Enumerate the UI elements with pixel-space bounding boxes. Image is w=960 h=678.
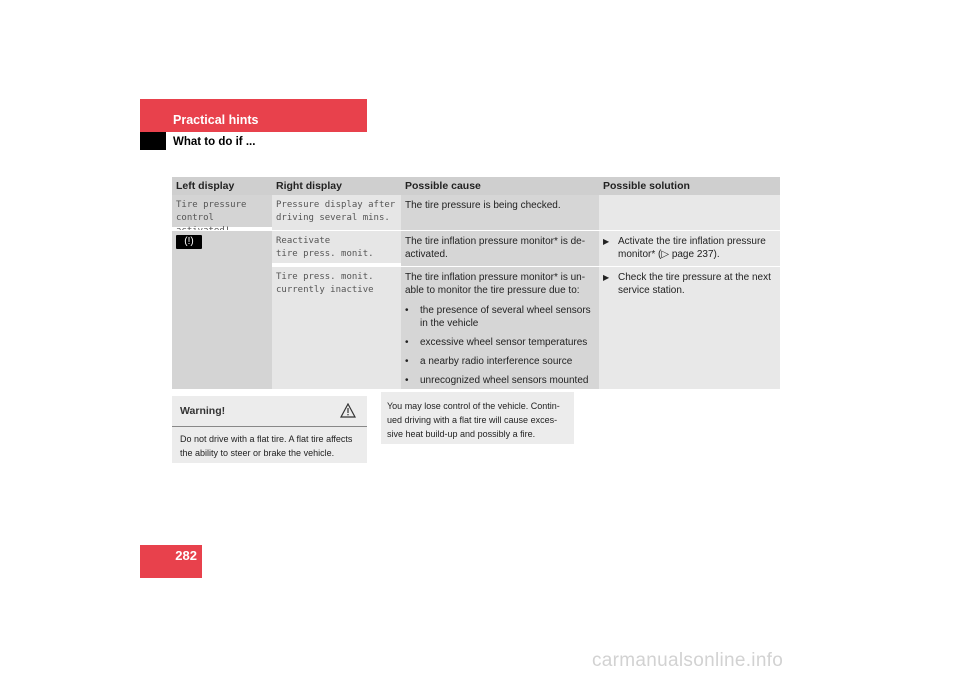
column-header-right-display: Right display — [272, 177, 401, 195]
list-item — [405, 304, 595, 330]
warning-header — [172, 396, 367, 427]
warning-continuation-text: You may lose control of the vehicle. Contin-ued driving with a flat tire will cause exces-sive heat build-up and possibly a fire. — [387, 401, 560, 439]
table-cell-solution — [599, 266, 780, 389]
table-cell-right-display — [272, 230, 401, 263]
bullet-icon: • — [405, 356, 409, 367]
warning-text: Do not drive with a flat tire. A flat tire affects the ability to steer or brake the vehicle. — [180, 434, 353, 458]
section-title: Practical hints — [173, 113, 259, 127]
section-marker — [140, 132, 166, 150]
table-cell-left-display — [172, 195, 272, 227]
table-cell-right-display — [272, 266, 401, 389]
list-item-text: excessive wheel sensor temperatures — [420, 337, 588, 348]
page-number: 282 — [175, 548, 197, 563]
column-header-possible-solution: Possible solution — [599, 177, 780, 195]
table-cell-cause — [401, 266, 599, 389]
list-item-text: the presence of several wheel sensors in the vehicle — [420, 305, 591, 329]
table-cell-cause — [401, 230, 599, 266]
table-cell-solution — [599, 195, 780, 230]
table-cell-left-display — [172, 230, 272, 389]
bullet-icon: • — [405, 305, 409, 316]
section-subtitle: What to do if ... — [173, 136, 256, 148]
warning-box — [172, 396, 367, 463]
list-item-text: a nearby radio interference source — [420, 356, 573, 367]
solution-text: Check the tire pressure at the next service station. — [618, 272, 771, 296]
list-item — [405, 374, 595, 387]
column-header-possible-cause: Possible cause — [401, 177, 599, 195]
column-header-left-display: Left display — [172, 177, 272, 195]
table-cell-solution — [599, 230, 780, 266]
table-cell-cause — [401, 195, 599, 230]
table-cell-right-display — [272, 195, 401, 230]
arrow-right-icon: ▶ — [603, 237, 610, 246]
cause-text: The tire pressure is being checked. — [405, 200, 561, 211]
right-display-message: Pressure display after driving several mins. — [276, 200, 396, 223]
cause-text: The tire inflation pressure monitor* is un-able to monitor the tire pressure due to: — [405, 272, 586, 296]
bullet-icon: • — [405, 375, 409, 386]
tire-pressure-warning-icon: (!) — [176, 235, 202, 249]
warning-continuation-box — [381, 392, 574, 444]
list-item-text: unrecognized wheel sensors mounted — [420, 375, 589, 386]
watermark: carmanualsonline.info — [592, 650, 784, 671]
bullet-icon: • — [405, 337, 409, 348]
page-number-box — [140, 545, 202, 578]
cause-text: The tire inflation pressure monitor* is de-activated. — [405, 236, 586, 260]
arrow-right-icon: ▶ — [603, 273, 610, 282]
solution-text: Activate the tire inflation pressure monitor* (▷ page 237). — [618, 236, 766, 260]
right-display-message: Tire press. monit. currently inactive — [276, 272, 374, 295]
warning-triangle-icon — [340, 403, 356, 418]
list-item — [405, 336, 595, 349]
warning-label: Warning! — [180, 405, 226, 417]
list-item — [405, 355, 595, 368]
left-display-message: Tire pressure control — [176, 200, 247, 223]
troubleshooting-table — [172, 177, 780, 389]
right-display-message: Reactivate tire press. monit. — [276, 236, 374, 259]
